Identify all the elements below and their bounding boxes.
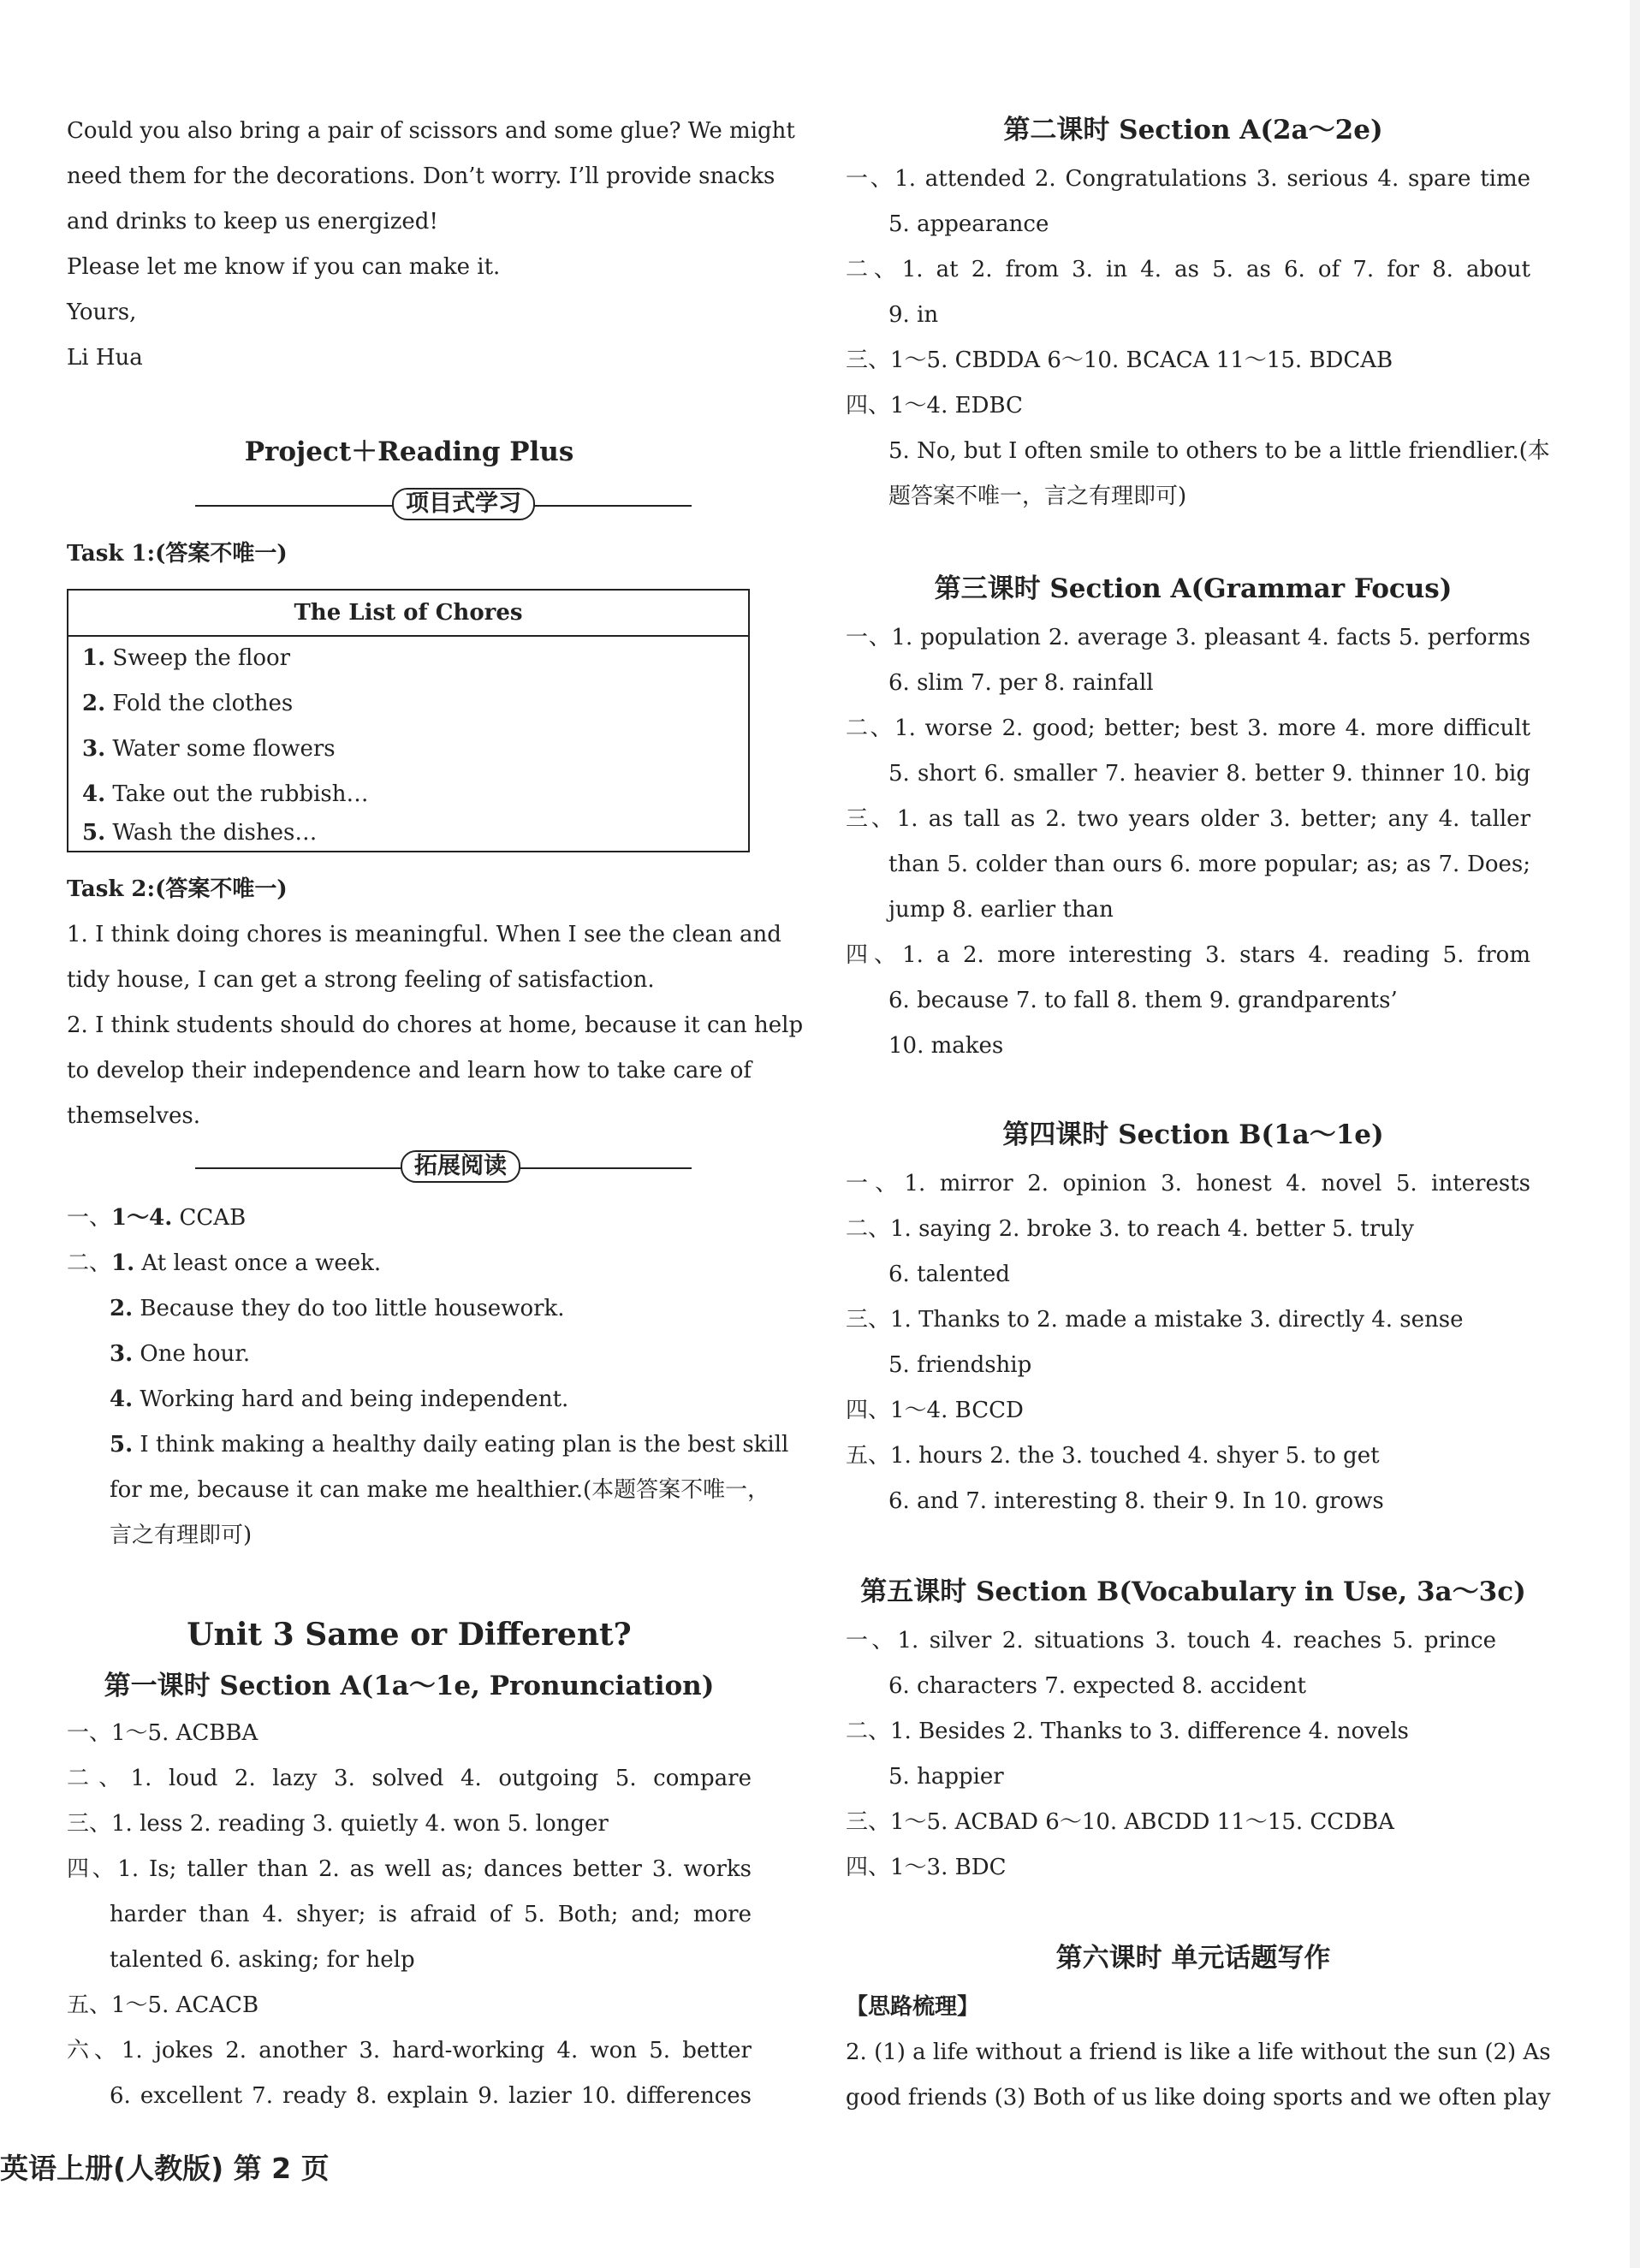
lesson-title: 第二课时 Section A(2a～2e)	[1003, 115, 1383, 145]
letter-line: need them for the decorations. Don’t worry. I’ll provide snacks	[67, 163, 775, 189]
answer-line: 三、1. as tall as 2. two years older 3. better; any 4. taller	[846, 806, 1530, 832]
answer-line: 三、1～5. CBDDA 6～10. BCACA 11～15. BDCAB	[846, 347, 1393, 373]
answer-line: 一、1～4. CCAB	[67, 1205, 247, 1231]
letter-signature: Li Hua	[67, 345, 143, 371]
band-label: 项目式学习	[392, 488, 535, 520]
answer-line: 二、1. loud 2. lazy 3. solved 4. outgoing 5. compare	[67, 1766, 752, 1791]
lesson-title: 第三课时 Section A(Grammar Focus)	[934, 573, 1453, 604]
task2-line: 1. I think doing chores is meaningful. When I see the clean and	[67, 922, 781, 947]
chores-row: 2. Fold the clothes	[82, 691, 294, 716]
answer-line: 10. makes	[888, 1033, 1004, 1059]
answer-line: 5. No, but I often smile to others to be a little friendlier.(本	[888, 438, 1550, 464]
lesson-title: 第五课时 Section B(Vocabulary in Use, 3a～3c)	[860, 1576, 1526, 1607]
answer-line: 五、1～5. ACACB	[67, 1992, 259, 2018]
answer-line: 三、1～5. ACBAD 6～10. ABCDD 11～15. CCDBA	[846, 1809, 1394, 1835]
task2-line: 2. I think students should do chores at home, because it can help	[67, 1012, 804, 1038]
answer-line: 二、1. saying 2. broke 3. to reach 4. better 5. truly	[846, 1216, 1414, 1242]
answer-line: 五、1. hours 2. the 3. touched 4. shyer 5. to get	[846, 1443, 1380, 1469]
answer-line: 6. and 7. interesting 8. their 9. In 10. grows	[888, 1488, 1384, 1514]
chores-row: 3. Water some flowers	[82, 736, 336, 762]
band-label: 拓展阅读	[401, 1150, 520, 1183]
answer-line: 一、1. silver 2. situations 3. touch 4. reaches 5. prince	[846, 1628, 1496, 1654]
answer-line: 3. One hour.	[110, 1341, 251, 1367]
answer-line: 5. friendship	[888, 1352, 1032, 1378]
answer-line: 三、1. Thanks to 2. made a mistake 3. directly 4. sense	[846, 1307, 1464, 1333]
letter-closing: Yours,	[67, 300, 137, 325]
answer-line: 6. talented	[888, 1262, 1010, 1287]
answer-line: 四、1～3. BDC	[846, 1855, 1007, 1880]
answer-line: harder than 4. shyer; is afraid of 5. Both; and; more	[110, 1902, 752, 1927]
page-footer: 英语上册(人教版) 第 2 页	[0, 2152, 330, 2185]
answer-line: 二、1. Besides 2. Thanks to 3. difference 4. novels	[846, 1719, 1409, 1744]
chores-table	[67, 589, 750, 852]
section-band-reading	[195, 1150, 692, 1184]
answer-line: good friends (3) Both of us like doing sports and we often play	[846, 2085, 1551, 2111]
lesson-title: 第一课时 Section A(1a～1e, Pronunciation)	[104, 1671, 715, 1701]
answer-line: 2. (1) a life without a friend is like a life without the sun (2) As	[846, 2039, 1551, 2065]
answer-line: 2. Because they do too little housework.	[110, 1296, 565, 1321]
page-gutter-shade	[1630, 0, 1640, 2268]
answer-line: 题答案不唯一，言之有理即可)	[888, 484, 1187, 509]
answer-line: 六、1. jokes 2. another 3. hard-working 4. won 5. better	[67, 2038, 752, 2063]
task2-heading: Task 2:(答案不唯一)	[67, 876, 288, 902]
chores-row: 4. Take out the rubbish…	[82, 781, 369, 807]
unit-title: Unit 3 Same or Different?	[187, 1617, 632, 1653]
task2-line: themselves.	[67, 1103, 200, 1129]
answer-line: 四、1. Is; taller than 2. as well as; dances better 3. works	[67, 1856, 752, 1882]
task2-line: tidy house, I can get a strong feeling of satisfaction.	[67, 967, 655, 993]
answer-line: 二、1. At least once a week.	[67, 1250, 382, 1276]
answer-line: 二、1. at 2. from 3. in 4. as 5. as 6. of 7. for 8. about	[846, 257, 1530, 282]
lesson-title: 第四课时 Section B(1a～1e)	[1002, 1119, 1384, 1150]
answer-line: for me, because it can make me healthier.(本题答案不唯一，	[110, 1477, 770, 1503]
chores-table-title: The List of Chores	[68, 591, 748, 637]
answer-line: 一、1. attended 2. Congratulations 3. serious 4. spare time	[846, 166, 1530, 192]
chores-row: 5. Wash the dishes…	[82, 820, 318, 846]
answer-line: 4. Working hard and being independent.	[110, 1386, 569, 1412]
answer-line: 9. in	[888, 302, 939, 328]
answer-line: 三、1. less 2. reading 3. quietly 4. won 5. longer	[67, 1811, 609, 1837]
task2-line: to develop their independence and learn how to take care of	[67, 1058, 752, 1084]
answer-line: talented 6. asking; for help	[110, 1947, 415, 1973]
task1-heading: Task 1:(答案不唯一)	[67, 541, 288, 567]
letter-line: Please let me know if you can make it.	[67, 254, 501, 280]
answer-line: 5. short 6. smaller 7. heavier 8. better 9. thinner 10. big	[888, 761, 1530, 787]
project-title: Project＋Reading Plus	[244, 436, 574, 467]
answer-line: 二、1. worse 2. good; better; best 3. more 4. more difficult	[846, 715, 1530, 741]
answer-line: 6. characters 7. expected 8. accident	[888, 1673, 1306, 1699]
letter-line: and drinks to keep us energized!	[67, 209, 438, 235]
answer-line: 一、1. population 2. average 3. pleasant 4. facts 5. performs	[846, 625, 1530, 650]
answer-line: jump 8. earlier than	[888, 897, 1114, 923]
answer-line: 6. because 7. to fall 8. them 9. grandparents’	[888, 988, 1398, 1013]
answer-line: 一、1～5. ACBBA	[67, 1720, 258, 1746]
answer-line: than 5. colder than ours 6. more popular; as; as 7. Does;	[888, 852, 1530, 877]
chores-row: 1. Sweep the floor	[82, 645, 291, 671]
answer-line: 5. happier	[888, 1764, 1004, 1790]
answer-line: 四、1～4. BCCD	[846, 1398, 1024, 1423]
answer-line: 6. excellent 7. ready 8. explain 9. lazier 10. differences	[110, 2083, 752, 2109]
writing-subheading: 【思路梳理】	[846, 1994, 980, 2020]
answer-line: 四、1～4. EDBC	[846, 393, 1023, 419]
answer-line: 一、1. mirror 2. opinion 3. honest 4. novel 5. interests	[846, 1171, 1530, 1196]
section-band-project	[195, 488, 692, 522]
answer-line: 言之有理即可)	[110, 1523, 253, 1548]
answer-line: 6. slim 7. per 8. rainfall	[888, 670, 1154, 696]
answer-line: 5. appearance	[888, 211, 1049, 237]
letter-line: Could you also bring a pair of scissors and some glue? We might	[67, 118, 795, 144]
answer-line: 四、1. a 2. more interesting 3. stars 4. reading 5. from	[846, 942, 1530, 968]
lesson-title: 第六课时 单元话题写作	[1055, 1943, 1331, 1974]
answer-line: 5. I think making a healthy daily eating plan is the best skill	[110, 1432, 789, 1458]
